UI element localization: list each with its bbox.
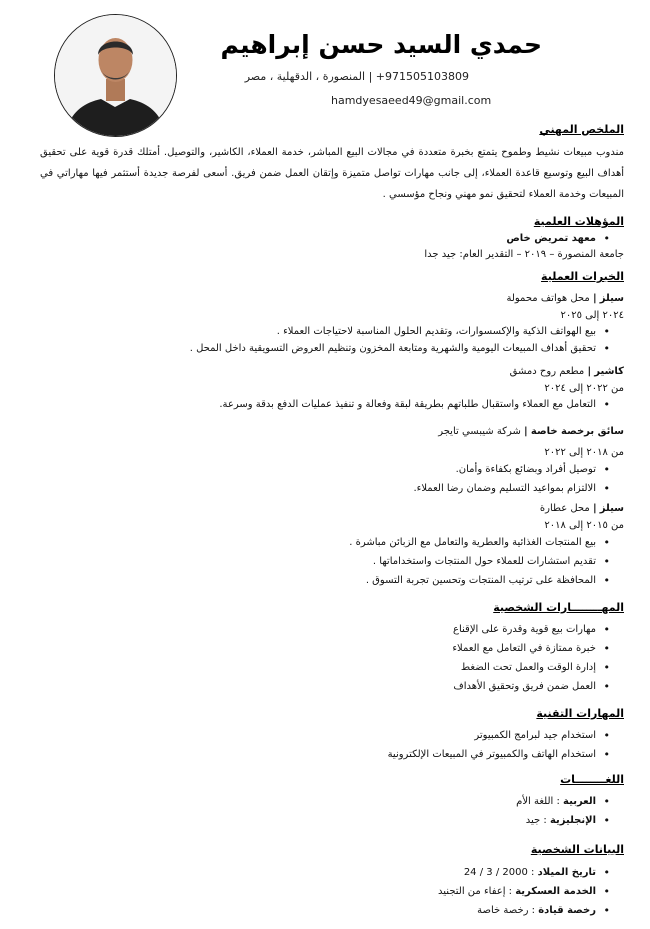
job-period: من ٢٠٢٢ إلى ٢٠٢٤ (544, 383, 624, 394)
phone-number: +971505103809 (375, 70, 469, 83)
list-item: • تقديم استشارات للعملاء حول المنتجات واستخداماتها . (40, 552, 624, 571)
education-list (40, 230, 624, 247)
list-item: • العمل ضمن فريق وتحقيق الأهداف (40, 677, 624, 696)
education-heading: المؤهلات العلمية (533, 215, 624, 228)
personal-info-list (40, 863, 624, 920)
contact-line (245, 70, 469, 83)
languages-section (40, 772, 624, 830)
list-item: • تاريخ الميلاد : 2000 / 3 / 24 (40, 863, 624, 882)
education-institute: • معهد تمريض خاص (40, 230, 624, 247)
list-item: • التعامل مع العملاء واستقبال طلباتهم بطريقة لبقة وفعالة و تنفيذ عمليات الدفع بدقة وسرعة. (40, 396, 624, 413)
list-item: • الخدمة العسكرية : إعفاء من التجنيد (40, 882, 624, 901)
list-item: • خبرة ممتازة في التعامل مع العملاء (40, 639, 624, 658)
address: المنصورة ، الدقهلية ، مصر (244, 70, 366, 83)
job-bullets (40, 323, 624, 357)
contact-separator: | (368, 70, 373, 83)
tech-skills-list (40, 726, 624, 764)
job-title: سائق برخصة خاصة | شركة شيبسي تايجر (438, 426, 624, 437)
summary-section (40, 122, 624, 205)
list-item: • الإنجليزية : جيد (40, 811, 624, 830)
list-item: • استخدام جيد لبرامج الكمبيوتر (40, 726, 624, 745)
job-bullets (40, 460, 624, 498)
job-bullets (40, 396, 624, 413)
experience-heading: الخبرات العملية (541, 270, 624, 283)
list-item: • المحافظة على ترتيب المنتجات وتحسين تجربة التسوق . (40, 571, 624, 590)
education-detail: جامعة المنصورة – ٢٠١٩ – التقدير العام: جيد جدا (424, 249, 624, 260)
education-section (40, 214, 624, 263)
experience-section (40, 269, 624, 590)
list-item: • مهارات بيع قوية وقدرة على الإقناع (40, 620, 624, 639)
list-item: • تحقيق أهداف المبيعات اليومية والشهرية ومتابعة المخزون وتنظيم العروض التسويقية داخل المحل . (40, 340, 624, 357)
list-item: • إدارة الوقت والعمل تحت الضغط (40, 658, 624, 677)
list-item: • توصيل أفراد وبضائع بكفاءة وأمان. (40, 460, 624, 479)
list-item: • رخصة قيادة : رخصة خاصة (40, 901, 624, 920)
list-item: • العربية : اللغة الأم (40, 792, 624, 811)
job-period: من ٢٠١٨ إلى ٢٠٢٢ (544, 447, 624, 458)
summary-text: مندوب مبيعات نشيط وطموح يتمتع بخبرة متعددة في مجالات البيع المباشر، خدمة العملاء، الكاشير، والتوصيل. أمتلك قدرة قوية على تحقيق أهداف البيع وتوسيع قاعدة العملاء، إلى جانب مهارات تواصل متميزة وإتقان العمل ضمن فريق. أسعى لفرصة جديدة أستثمر فيها مهاراتي في المبيعات وخدمة العملاء لتحقيق نمو مهني ونجاح مؤسسي . (40, 147, 624, 200)
personal-skills-section (40, 600, 624, 696)
personal-info-heading: البيانات الشخصية (530, 843, 624, 856)
job-entry (40, 423, 624, 498)
languages-list (40, 792, 624, 830)
profile-photo (54, 14, 177, 137)
languages-heading: اللغــــــــات (560, 773, 624, 786)
job-title: سيلز | محل عطارة (539, 503, 624, 514)
job-title: كاشير | مطعم روح دمشق (509, 366, 624, 377)
job-entry (40, 500, 624, 590)
job-bullets (40, 533, 624, 590)
summary-heading: الملخص المهني (539, 123, 624, 136)
list-item: • بيع المنتجات الغذائية والعطرية والتعامل مع الزبائن مباشرة . (40, 533, 624, 552)
person-silhouette-icon (55, 15, 176, 136)
list-item: • الالتزام بمواعيد التسليم وضمان رضا العملاء. (40, 479, 624, 498)
email-address: hamdyesaeed49@gmail.com (331, 94, 492, 107)
job-entry (40, 290, 624, 357)
job-period: من ٢٠١٥ إلى ٢٠١٨ (544, 520, 624, 531)
full-name: حمدي السيد حسن إبراهيم (220, 30, 542, 59)
personal-skills-list (40, 620, 624, 696)
list-item: • بيع الهواتف الذكية والإكسسوارات، وتقديم الحلول المناسبة لاحتياجات العملاء . (40, 323, 624, 340)
personal-info-section (40, 842, 624, 920)
personal-skills-heading: المهــــــــارات الشخصية (493, 601, 624, 614)
tech-skills-section (40, 706, 624, 764)
tech-skills-heading: المهارات التقنية (536, 707, 624, 720)
resume-body (40, 122, 624, 920)
job-entry (40, 363, 624, 413)
job-period: ٢٠٢٤ إلى ٢٠٢٥ (560, 310, 624, 321)
list-item: • استخدام الهاتف والكمبيوتر في المبيعات الإلكترونية (40, 745, 624, 764)
job-title: سيلز | محل هواتف محمولة (506, 293, 624, 304)
